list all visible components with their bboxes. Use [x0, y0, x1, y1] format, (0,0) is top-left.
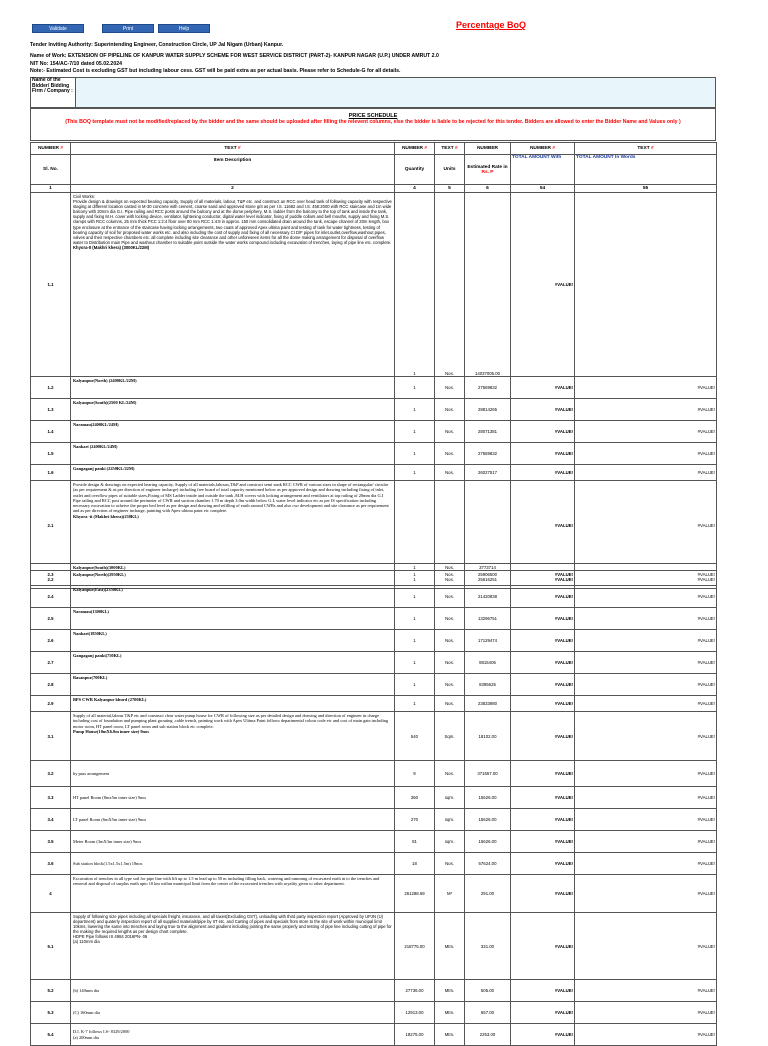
boq-row	[31, 980, 717, 1002]
cell-estimated-rate: 21420838	[465, 586, 511, 608]
item-location-label: Kalyanpur(South)(2500 KL/24M)	[73, 400, 137, 405]
cell-sl-no: 4	[31, 875, 71, 913]
cell-quantity: 1	[395, 564, 435, 586]
cell-item-description	[71, 608, 395, 630]
cell-quantity: 1	[395, 421, 435, 443]
cell-total-amount: #VALUE!	[511, 1024, 575, 1046]
cell-estimated-rate: 17129474	[465, 630, 511, 652]
validate-button[interactable]: Validate	[32, 24, 84, 33]
cell-sl-no: 2.2	[31, 571, 71, 589]
item-description-text: (b) 140mm dia	[73, 987, 100, 993]
cell-estimated-rate: 25616251	[465, 571, 511, 589]
boq-row	[31, 696, 717, 712]
cell-units: Mtrs.	[435, 1002, 465, 1024]
boq-row	[31, 875, 717, 913]
column-number-row: 1 2 4 5 6 54 55	[31, 185, 717, 193]
cell-units: Nos.	[435, 193, 465, 377]
cell-estimated-rate: 8815406	[465, 652, 511, 674]
item-location-label: Pump House(10mX6.0m inner size) 9nos	[73, 728, 149, 734]
cell-total-amount: #VALUE!	[511, 652, 575, 674]
cell-sl-no: 3.5	[31, 831, 71, 853]
cell-amount-in-words: #VALUE!	[575, 652, 717, 674]
cell-units: sqm.	[435, 831, 465, 853]
item-location-label: Kalyanpur(East)(2350KL)	[73, 587, 123, 592]
cell-item-description	[71, 465, 395, 481]
cell-amount-in-words: #VALUE!	[575, 787, 717, 809]
bidder-name-input[interactable]	[76, 78, 716, 108]
cell-item-description	[71, 481, 395, 571]
boq-row	[31, 712, 717, 761]
cell-units: Nos.	[435, 586, 465, 608]
cell-units: Nos.	[435, 421, 465, 443]
cell-item-description	[71, 193, 395, 377]
item-description-text: LT panel Room (6mX5m inner size) 9nos	[73, 816, 147, 822]
cell-estimated-rate: 3773714	[465, 481, 511, 571]
boq-row	[31, 564, 717, 586]
boq-row	[31, 831, 717, 853]
header-rate-unit: Rs. P	[481, 169, 494, 175]
cell-amount-in-words: #VALUE!	[575, 980, 717, 1002]
cell-item-description	[71, 586, 395, 608]
cell-sl-no: 2.3	[31, 564, 71, 586]
boq-row	[31, 443, 717, 465]
cell-quantity: 1	[395, 571, 435, 589]
cell-item-description	[71, 875, 395, 913]
cell-amount-in-words	[575, 193, 717, 377]
item-description-text: HT panel Room (8mx5m inner size) 9nos	[73, 794, 147, 800]
cell-units: Nos.	[435, 696, 465, 712]
cell-sl-no: 2.7	[31, 652, 71, 674]
price-schedule-title: PRICE SCHEDULE	[348, 113, 398, 119]
header-units: Units	[435, 155, 465, 185]
cell-total-amount: #VALUE!	[511, 853, 575, 875]
header-quantity: Quantity	[395, 155, 435, 185]
cell-estimated-rate: 15626.00	[465, 809, 511, 831]
cell-sl-no: 1.2	[31, 377, 71, 399]
cell-quantity: 1	[395, 399, 435, 421]
item-description-text: Excavation of trenches in all type soil for pipe line with lift up to 1.5 m lead up to 50 m including filling back, watering and ramming of excavated earth in to the trenches and removal and disposal of surplus earth upto 10 km within municipal limit from the center of the excavated trenches with royality given to other department.	[73, 876, 380, 887]
cell-total-amount: #VALUE!	[511, 712, 575, 761]
item-location-label: Naramau(2400KL/24M)	[73, 422, 119, 427]
cell-amount-in-words: #VALUE!	[575, 630, 717, 652]
boq-row	[31, 787, 717, 809]
cell-units: M³	[435, 875, 465, 913]
boq-row	[31, 674, 717, 696]
cell-quantity: 1	[395, 652, 435, 674]
item-location-label: BPS CWR Kalyanpur khurd (2700KL)	[73, 697, 147, 702]
cell-sl-no: 2.9	[31, 696, 71, 712]
cell-sl-no: 1.5	[31, 443, 71, 465]
cell-total-amount: #VALUE!	[511, 465, 575, 481]
cell-quantity: 540	[395, 712, 435, 761]
cell-estimated-rate: 28814265	[465, 399, 511, 421]
item-location-label: Nankari (2400KL/24M)	[73, 444, 118, 449]
cell-sl-no: 2.4	[31, 586, 71, 608]
cell-estimated-rate: 15626.00	[465, 787, 511, 809]
cell-quantity: 261288.69	[395, 875, 435, 913]
cell-sl-no: 2.6	[31, 630, 71, 652]
cell-item-description	[71, 913, 395, 980]
item-description-text: D.I. K-7 follows I.S- 8329/2000 (a) 200mm dia	[73, 1029, 130, 1040]
cell-estimated-rate: 13296751	[465, 608, 511, 630]
cell-amount-in-words: #VALUE!	[575, 481, 717, 571]
cell-units: Mtrs.	[435, 980, 465, 1002]
boq-row	[31, 421, 717, 443]
cell-estimated-rate: 18102.00	[465, 712, 511, 761]
cell-quantity: 12913.00	[395, 1002, 435, 1024]
header-total-amount: TOTAL AMOUNT With	[511, 155, 575, 185]
cell-estimated-rate: 27569832	[465, 377, 511, 399]
cell-quantity: 27736.00	[395, 980, 435, 1002]
cell-total-amount: #VALUE!	[511, 980, 575, 1002]
cell-amount-in-words: #VALUE!	[575, 761, 717, 787]
boq-row	[31, 1024, 717, 1046]
cell-estimated-rate: 8395625	[465, 674, 511, 696]
bidder-table	[30, 77, 716, 108]
item-description-text: by pass arrangement	[73, 770, 110, 776]
cell-total-amount: #VALUE!	[511, 831, 575, 853]
cell-item-description	[71, 630, 395, 652]
cell-item-description	[71, 853, 395, 875]
cell-estimated-rate: 331.00	[465, 913, 511, 980]
item-location-label: Nankari(1850KL)	[73, 631, 107, 636]
cell-units: Nos.	[435, 630, 465, 652]
cell-units: Sqm.	[435, 712, 465, 761]
cell-units: Nos.	[435, 761, 465, 787]
cell-item-description	[71, 831, 395, 853]
estimate-note: Note:- Estimated Cost is excluding GST but including labour cess. GST will be paid extra as per actual basis. Please refer to Schedule-G for all details.	[30, 68, 401, 74]
cell-units: Mtrs.	[435, 913, 465, 980]
cell-item-description	[71, 980, 395, 1002]
tender-authority: Tender Inviting Authority: Superintending Engineer, Construction Circle, UP Jal Nigam (Urban) Kanpur.	[30, 42, 284, 48]
cell-amount-in-words: #VALUE!	[575, 1024, 717, 1046]
cell-quantity: 1	[395, 630, 435, 652]
cell-amount-in-words: #VALUE!	[575, 831, 717, 853]
item-description-text: Civil Works: Provide design & drawings on expected bearing capacity, Supply of all materials, labour, T&P etc. and construct an RCC over head tank of following capacity with respective staging at different location casted in M-30 concrete with cement, coarse sand and approved stone grit as per I.S. 11682 and I.S. 456:2000 with RCC staircase and 1m wide balcony with 20mm dia G.I. Pipe railing and RCC posts around the balcony and at the dome periphery, M.S. ladder from the balcony to the top of tank and inside the tank, supply and fixing M.H. cover with locking device, ventilator, lightening conductor, digital water level indicator, fixing of puddle collars and bell mouths, supply and fixing M.S. clamps with RCC columns, 25 mm thick PCC 1:2:4 floor over 80 mm RCC 1:4:8 in approx. 150 mm consolidated drain around the tank, escape channel of 20m length, box type enclosure at the entrance of the staircase having locking arrangements, two coats of approved Apex ultima paint and testing of tank for water tightness, testing of bearing capacity of soil for proposed water works etc. and also including the cost of supply and fixing of all necessary CI D/F pipes for inlet,outlet,overflow,washout pipes, valves and their respective chambers etc. all complete including site clearance and other unforeseen items for all the dome making arrangement for disposal of overflow water to Distribution main Pipe and washout chamber to suitable point outside the water works compound including excavation of trenches, laying of pipe line etc. complete.	[73, 194, 392, 245]
cell-units: Nos.	[435, 564, 465, 586]
boq-row	[31, 809, 717, 831]
item-location-label: Kalyanpur(North) (2400KL/22M)	[73, 378, 137, 383]
cell-quantity: 218775.00	[395, 913, 435, 980]
cell-estimated-rate: 505.00	[465, 980, 511, 1002]
cell-quantity: 1	[395, 608, 435, 630]
boq-table-page1	[30, 142, 717, 589]
cell-item-description	[71, 696, 395, 712]
cell-sl-no: 1.4	[31, 421, 71, 443]
cell-item-description	[71, 443, 395, 465]
cell-units: Nos.	[435, 674, 465, 696]
cell-total-amount: #VALUE!	[511, 761, 575, 787]
cell-sl-no: 3.1	[31, 712, 71, 761]
cell-quantity: 1	[395, 696, 435, 712]
cell-estimated-rate: 23833980	[465, 696, 511, 712]
cell-item-description	[71, 399, 395, 421]
cell-item-description	[71, 377, 395, 399]
cell-amount-in-words: #VALUE!	[575, 875, 717, 913]
cell-amount-in-words: #VALUE!	[575, 608, 717, 630]
name-of-work: Name of Work: EXTENSION OF PIPELINE OF KANPUR WATER SUPPLY SCHEME FOR WEST SERVICE DISTRICT (PART-2)- KANPUR NAGAR (U.P.) UNDER AMRUT 2.0	[30, 53, 439, 59]
cell-quantity: 1	[395, 443, 435, 465]
cell-sl-no: 1.3	[31, 399, 71, 421]
boq-row	[31, 630, 717, 652]
cell-estimated-rate: 26027517	[465, 465, 511, 481]
column-header-row	[31, 155, 717, 185]
cell-quantity: 270	[395, 809, 435, 831]
cell-quantity: 18	[395, 853, 435, 875]
cell-estimated-rate: 14037005.00	[465, 193, 511, 377]
cell-estimated-rate: 27569832	[465, 443, 511, 465]
boq-row	[31, 481, 717, 571]
cell-amount-in-words: #VALUE!	[575, 913, 717, 980]
cell-units: Nos.	[435, 465, 465, 481]
cell-sl-no: 3.3	[31, 787, 71, 809]
cell-sl-no: 3.6	[31, 853, 71, 875]
cell-amount-in-words: #VALUE!	[575, 421, 717, 443]
cell-item-description	[71, 787, 395, 809]
cell-total-amount: #VALUE!	[511, 787, 575, 809]
cell-item-description	[71, 1002, 395, 1024]
item-location-label: Gangaganj panki(750KL)	[73, 653, 122, 658]
cell-quantity: 1	[395, 193, 435, 377]
cell-estimated-rate: 67624.00	[465, 853, 511, 875]
boq-table-page2	[30, 563, 717, 1046]
cell-quantity: 1	[395, 377, 435, 399]
cell-amount-in-words: #VALUE!	[575, 399, 717, 421]
cell-units: sqm.	[435, 787, 465, 809]
cell-units: Nos.	[435, 652, 465, 674]
cell-quantity: 9	[395, 761, 435, 787]
cell-units: Nos.	[435, 481, 465, 571]
item-location-label: Gangaganj panki (2250KL/22M)	[73, 466, 135, 471]
cell-total-amount: #VALUE!	[511, 913, 575, 980]
boq-row	[31, 761, 717, 787]
page-title: Percentage BoQ	[456, 20, 527, 30]
cell-units: Nos.	[435, 377, 465, 399]
cell-units: Mtrs.	[435, 1024, 465, 1046]
header-sl-no: Sl. No.	[31, 155, 71, 185]
cell-estimated-rate: 2253.00	[465, 1024, 511, 1046]
boq-row	[31, 399, 717, 421]
cell-item-description	[71, 421, 395, 443]
cell-amount-in-words: #VALUE!	[575, 571, 717, 589]
item-location-label: Khyora-II (Makhri khera) (3000KL/22M)	[73, 244, 150, 250]
cell-estimated-rate: 657.00	[465, 1002, 511, 1024]
cell-sl-no: 1.1	[31, 193, 71, 377]
item-description-text: Provide design & drawings on expected bearing capacity, Supply of all materials,labours,T&P and construct semi sunk RCC CWR of various sizes in shape of rectangular/ circular (as per requirement & as per direction of engineer incharge) including free board of total capacity mentioned below as per approved design and drawing including fixing of inlet, outlet and overflow pipes of suitable sizes,Fixing of MS Ladder inside and outside the tank ,M.H covers with locking arrangement and ventilators at top railing of 20mm dia G.I Pipe railing and RCC post around the perimeter of CWR and suction chamber 1.70 m depth 3.0m width below G.L water level indicator etc as per IS specification including necessary excavation to acheive the proper bed level as per design and drawing and refilling of earth around CWRs and also cwr development and site clearance as per requirement and as per direction of engineer incharge, painting with Apex ultima paint etc complete.	[73, 482, 389, 514]
cell-total-amount: #VALUE!	[511, 696, 575, 712]
column-type-row: NUMBER # TEXT # NUMBER # TEXT # NUMBER NUMBER # TEXT #	[31, 143, 717, 155]
cell-item-description	[71, 564, 395, 586]
item-location-label: Naramau(1300KL)	[73, 609, 109, 614]
boq-row	[31, 465, 717, 481]
cell-sl-no: 3.2	[31, 761, 71, 787]
cell-quantity: 18275.00	[395, 1024, 435, 1046]
print-button[interactable]: Print	[102, 24, 154, 33]
cell-amount-in-words: #VALUE!	[575, 1002, 717, 1024]
bidder-name-label: Name of the Bidder/ Bidding Firm / Company :	[31, 78, 76, 108]
boq-row	[31, 913, 717, 980]
header-amount-in-words: TOTAL AMOUNT In Words	[575, 155, 717, 185]
boq-row	[31, 1002, 717, 1024]
item-description-text: (C) 160mm dia	[73, 1009, 100, 1015]
cell-quantity: 1	[395, 481, 435, 571]
cell-quantity: 1	[395, 674, 435, 696]
item-description-text: Supply of following size pipes including all specials freight, insurance, and all taxes(Excluding GST), unloading with third party inspection report (Approved by UPJN (U) department) and quaterly inspection report of all supplied materials/pipe by IIT etc. and Carting of pipes and specials from store to the site of work within municipal limit 10kms, lowering the same into trenches and laying true to the alignment and gradient including jointing the same properly and testing of pipe line including cutting of pipe for the making the required lengths as per design chart complete. HDPE Pipe follows IS 4984 2016PN- 06 (a) 110mm dia	[73, 914, 392, 945]
item-location-label: Kalyanpur(North)(2950KL)	[73, 572, 126, 577]
cell-sl-no: 2.5	[31, 608, 71, 630]
cell-item-description	[71, 712, 395, 761]
cell-total-amount: #VALUE!	[511, 674, 575, 696]
price-schedule-header	[30, 108, 716, 141]
cell-amount-in-words: #VALUE!	[575, 696, 717, 712]
cell-units: Nos.	[435, 443, 465, 465]
cell-units: Nos.	[435, 608, 465, 630]
boq-row	[31, 377, 717, 399]
cell-sl-no: 3.4	[31, 809, 71, 831]
cell-total-amount: #VALUE!	[511, 421, 575, 443]
cell-total-amount: #VALUE!	[511, 630, 575, 652]
cell-total-amount: #VALUE!	[511, 571, 575, 589]
cell-sl-no: 2.8	[31, 674, 71, 696]
cell-sl-no: 5.3	[31, 1002, 71, 1024]
cell-amount-in-words: #VALUE!	[575, 377, 717, 399]
cell-units: Nos.	[435, 571, 465, 589]
cell-estimated-rate: 25906500	[465, 564, 511, 586]
cell-sl-no: 5.1	[31, 913, 71, 980]
item-description-text: Supply of all material,labour T&P etc and construct clear water pump house for CWR of following size as per detailed design and drawing and direction of engineer in charge including cost of foundation and pumping plant grouting ,cable trench, painting work with Apex Ultima Paint follows departmental colour code etc and cost of main gate.including motor room, HT panel room, LT panel room and sub station block etc complete.	[73, 713, 389, 729]
cell-amount-in-words: #VALUE!	[575, 465, 717, 481]
cell-estimated-rate: 291.00	[465, 875, 511, 913]
cell-quantity: 1	[395, 465, 435, 481]
cell-sl-no: 2.1	[31, 481, 71, 571]
cell-total-amount: #VALUE!	[511, 564, 575, 586]
boq-row	[31, 193, 717, 377]
cell-amount-in-words: #VALUE!	[575, 674, 717, 696]
cell-sl-no: 5.4	[31, 1024, 71, 1046]
cell-total-amount: #VALUE!	[511, 399, 575, 421]
item-location-label: Khyora -ii (Makhri khera)(230KL)	[73, 513, 139, 519]
cell-estimated-rate: 15626.00	[465, 831, 511, 853]
cell-quantity: 360	[395, 787, 435, 809]
cell-quantity: 81	[395, 831, 435, 853]
cell-total-amount: #VALUE!	[511, 1002, 575, 1024]
cell-units: Nos.	[435, 399, 465, 421]
cell-item-description	[71, 652, 395, 674]
cell-item-description	[71, 809, 395, 831]
item-description-text: Meter Room (3mX3m inner size) 9nos	[73, 838, 142, 844]
cell-amount-in-words: #VALUE!	[575, 586, 717, 608]
price-schedule-note: (This BOQ template must not be modified/replaced by the bidder and the same should be uploaded after filling the relevent columns, else the bidder is liable to be rejected for this tender. Bidders are allowed to enter the Bidder Name and Values only )	[65, 119, 681, 125]
cell-units: sqm.	[435, 809, 465, 831]
cell-item-description	[71, 1024, 395, 1046]
cell-item-description	[71, 674, 395, 696]
cell-quantity: 1	[395, 586, 435, 608]
cell-estimated-rate: 28071381	[465, 421, 511, 443]
cell-amount-in-words: #VALUE!	[575, 712, 717, 761]
header-item-description: Item Description	[71, 155, 395, 185]
item-description-text: Sub station block(1.5x1.5x1.5m) 18nos	[73, 860, 143, 866]
cell-total-amount: #VALUE!	[511, 809, 575, 831]
item-location-label: Kalyanpur(South)(3000KL)	[73, 565, 126, 570]
cell-sl-no: 5.2	[31, 980, 71, 1002]
cell-amount-in-words: #VALUE!	[575, 809, 717, 831]
cell-amount-in-words: #VALUE!	[575, 564, 717, 586]
cell-total-amount: #VALUE!	[511, 608, 575, 630]
cell-amount-in-words: #VALUE!	[575, 853, 717, 875]
cell-units: Nos.	[435, 853, 465, 875]
cell-total-amount: #VALUE!	[511, 193, 575, 377]
header-estimated-rate: Estimated Rate in	[467, 164, 508, 170]
boq-row	[31, 608, 717, 630]
nit-number: NIT No: 154/AC-7/10 dated 05.02.2024	[30, 61, 122, 67]
cell-total-amount: #VALUE!	[511, 443, 575, 465]
cell-item-description	[71, 761, 395, 787]
cell-sl-no: 1.6	[31, 465, 71, 481]
cell-total-amount: #VALUE!	[511, 875, 575, 913]
boq-row	[31, 853, 717, 875]
help-button[interactable]: Help	[158, 24, 210, 33]
cell-total-amount: #VALUE!	[511, 481, 575, 571]
boq-row	[31, 586, 717, 608]
cell-estimated-rate: 371657.00	[465, 761, 511, 787]
item-location-label: Rasanpur(700KL)	[73, 675, 108, 680]
cell-total-amount: #VALUE!	[511, 586, 575, 608]
boq-row	[31, 652, 717, 674]
cell-amount-in-words: #VALUE!	[575, 443, 717, 465]
cell-total-amount: #VALUE!	[511, 377, 575, 399]
